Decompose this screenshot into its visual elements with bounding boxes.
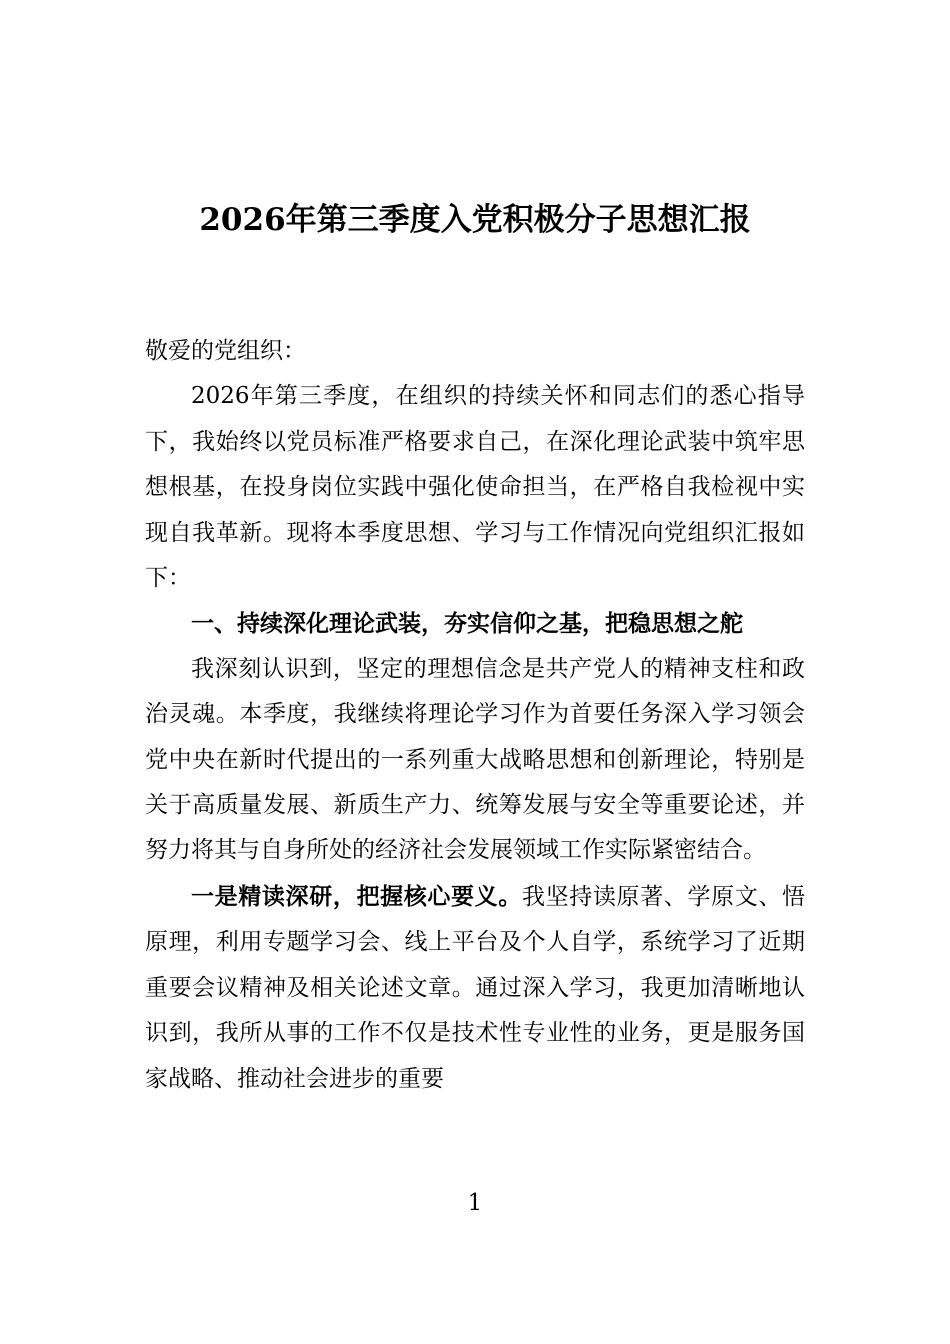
intro-paragraph: 2026年第三季度，在组织的持续关怀和同志们的悉心指导下，我始终以党员标准严格要求自己，在深化理论武装中筑牢思想根基，在投身岗位实践中强化使命担当，在严格自我检视中实现自我革新。现将本季度思想、学习与工作情况向党组织汇报如下： <box>145 383 805 592</box>
section-heading: 一、持续深化理论武装，夯实信仰之基，把稳思想之舵 <box>191 610 743 638</box>
document-body <box>145 329 805 1102</box>
document-title: 2026年第三季度入党积极分子思想汇报 <box>199 202 751 238</box>
body-paragraph: 我深刻认识到，坚定的理想信念是共产党人的精神支柱和政治灵魂。本季度，我继续将理论学习作为首要任务深入学习领会党中央在新时代提出的一系列重大战略思想和创新理论，特别是关于高质量发展、新质生产力、统筹发展与安全等重要论述，并努力将其与自身所处的经济社会发展领域工作实际紧密结合。 <box>145 655 805 864</box>
point-paragraph <box>145 874 805 1102</box>
salutation: 敬爱的党组织： <box>145 338 306 364</box>
point-lead: 一是精读深研，把握核心要义。 <box>191 882 522 910</box>
page-number: 1 <box>467 1190 483 1216</box>
point-text: 我坚持读原著、学原文、悟原理，利用专题学习会、线上平台及个人自学，系统学习了近期重要会议精神及相关论述文章。通过深入学习，我更加清晰地认识到，我所从事的工作不仅是技术性专业性的业务，更是服务国家战略、推动社会进步的重要 <box>145 883 806 1092</box>
